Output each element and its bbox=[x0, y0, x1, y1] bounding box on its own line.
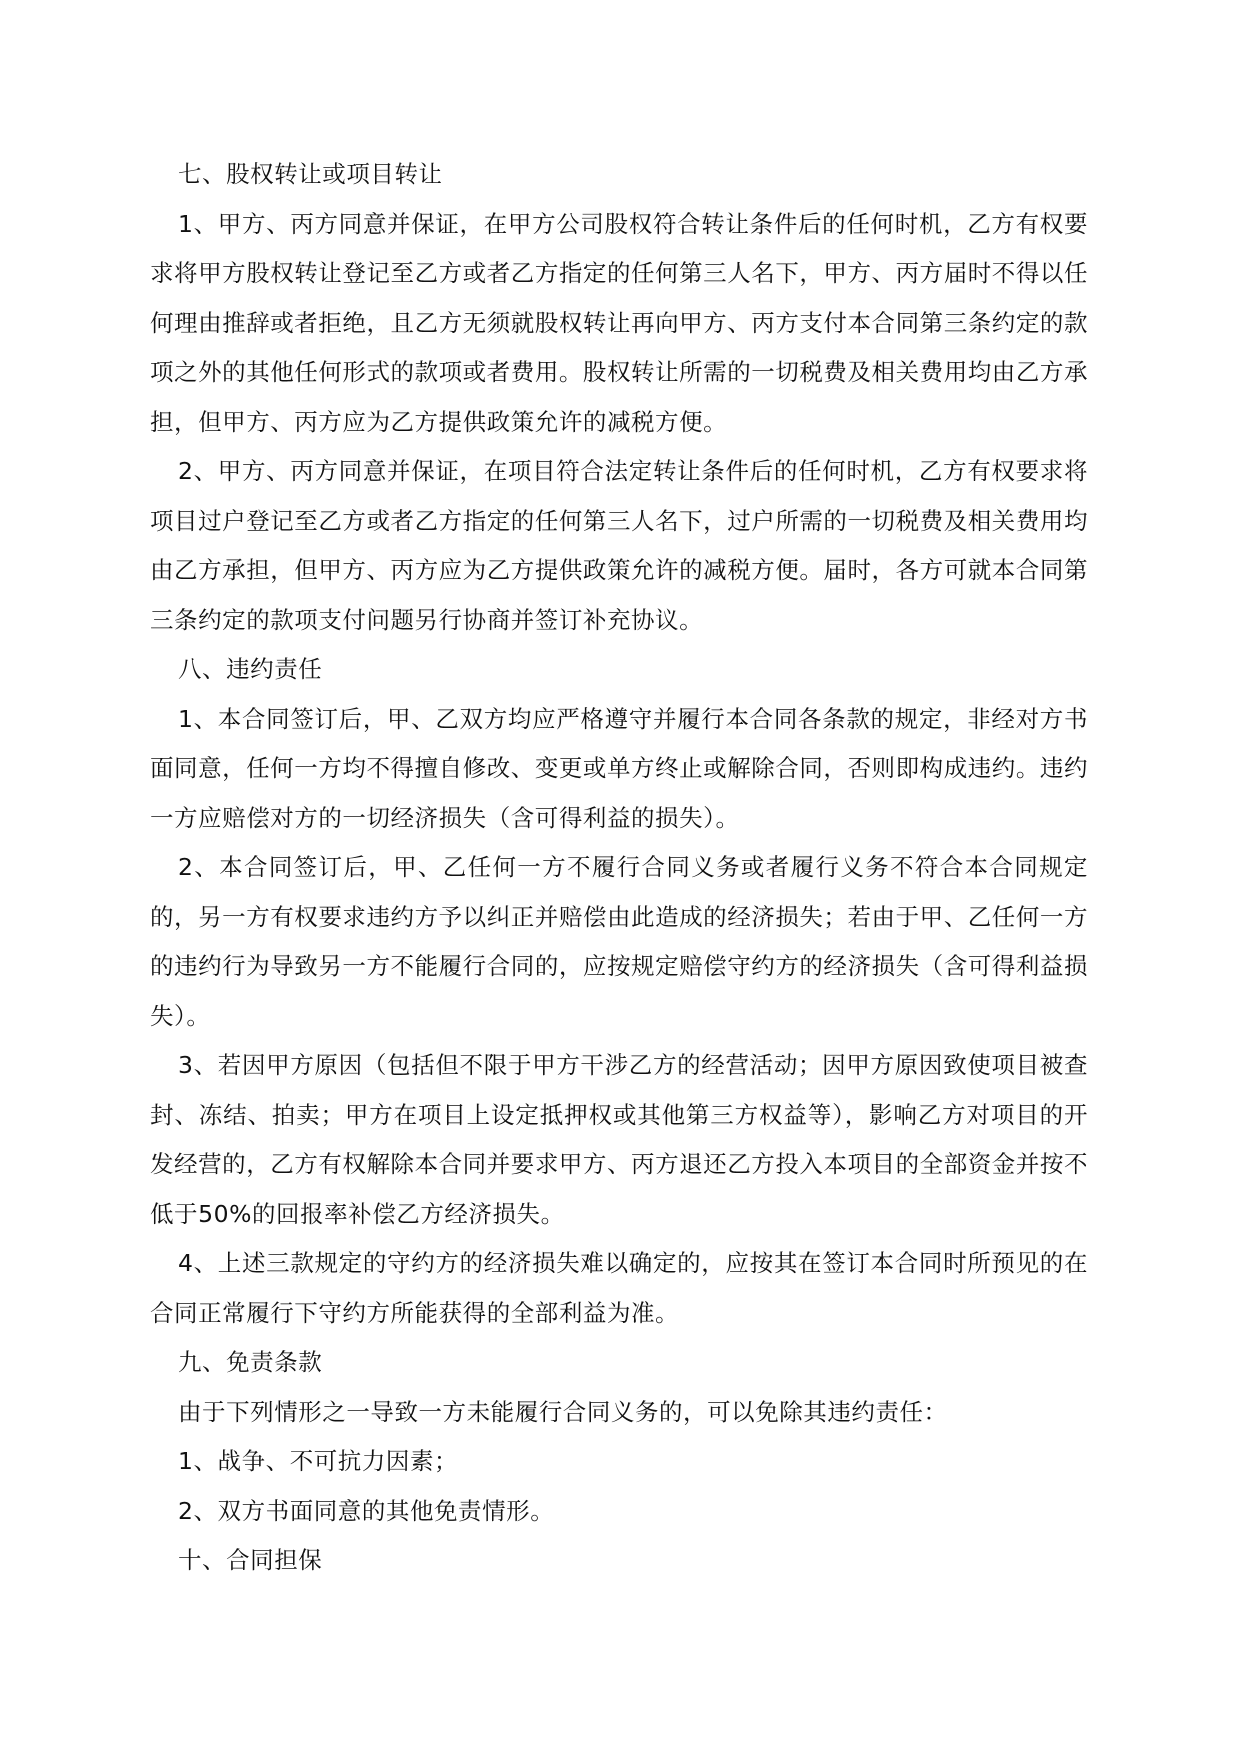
breach-clause-3: 3、若因甲方原因（包括但不限于甲方干涉乙方的经营活动；因甲方原因致使项目被查封、冻结、拍卖；甲方在项目上设定抵押权或其他第三方权益等），影响乙方对项目的开发经营的，乙方有权解除本合同并要求甲方、丙方退还乙方投入本项目的全部资金并按不低于50%的回报率补偿乙方经济损失。 bbox=[150, 1051, 1088, 1228]
breach-clause-4: 4、上述三款规定的守约方的经济损失难以确定的，应按其在签订本合同时所预见的在合同正常履行下守约方所能获得的全部利益为准。 bbox=[150, 1249, 1088, 1327]
document-page bbox=[150, 150, 1088, 1586]
section-heading-breach: 八、违约责任 bbox=[178, 655, 323, 683]
exemption-intro: 由于下列情形之一导致一方未能履行合同义务的，可以免除其违约责任： bbox=[178, 1397, 948, 1426]
section-heading-transfer: 七、股权转让或项目转让 bbox=[178, 160, 443, 188]
transfer-clause-2: 2、甲方、丙方同意并保证，在项目符合法定转让条件后的任何时机，乙方有权要求将项目过户登记至乙方或者乙方指定的任何第三人名下，过户所需的一切税费及相关费用均由乙方承担，但甲方、丙方应为乙方提供政策允许的减税方便。届时，各方可就本合同第三条约定的款项支付问题另行协商并签订补充协议。 bbox=[150, 457, 1088, 634]
section-heading-exemption: 九、免责条款 bbox=[178, 1348, 323, 1376]
breach-clause-1: 1、本合同签订后，甲、乙双方均应严格遵守并履行本合同各条款的规定，非经对方书面同意，任何一方均不得擅自修改、变更或单方终止或解除合同，否则即构成违约。违约一方应赔偿对方的一切经济损失（含可得利益的损失）。 bbox=[150, 704, 1088, 832]
exemption-item-1: 1、战争、不可抗力因素； bbox=[178, 1447, 459, 1475]
exemption-item-2: 2、双方书面同意的其他免责情形。 bbox=[178, 1496, 555, 1525]
transfer-clause-1: 1、甲方、丙方同意并保证，在甲方公司股权符合转让条件后的任何时机，乙方有权要求将甲方股权转让登记至乙方或者乙方指定的任何第三人名下，甲方、丙方届时不得以任何理由推辞或者拒绝，且乙方无须就股权转让再向甲方、丙方支付本合同第三条约定的款项之外的其他任何形式的款项或者费用。股权转让所需的一切税费及相关费用均由乙方承担，但甲方、丙方应为乙方提供政策允许的减税方便。 bbox=[150, 209, 1088, 436]
breach-clause-2: 2、本合同签订后，甲、乙任何一方不履行合同义务或者履行义务不符合本合同规定的，另一方有权要求违约方予以纠正并赔偿由此造成的经济损失；若由于甲、乙任何一方的违约行为导致另一方不能履行合同的，应按规定赔偿守约方的经济损失（含可得利益损失）。 bbox=[150, 853, 1088, 1030]
section-heading-guarantee: 十、合同担保 bbox=[178, 1546, 323, 1574]
